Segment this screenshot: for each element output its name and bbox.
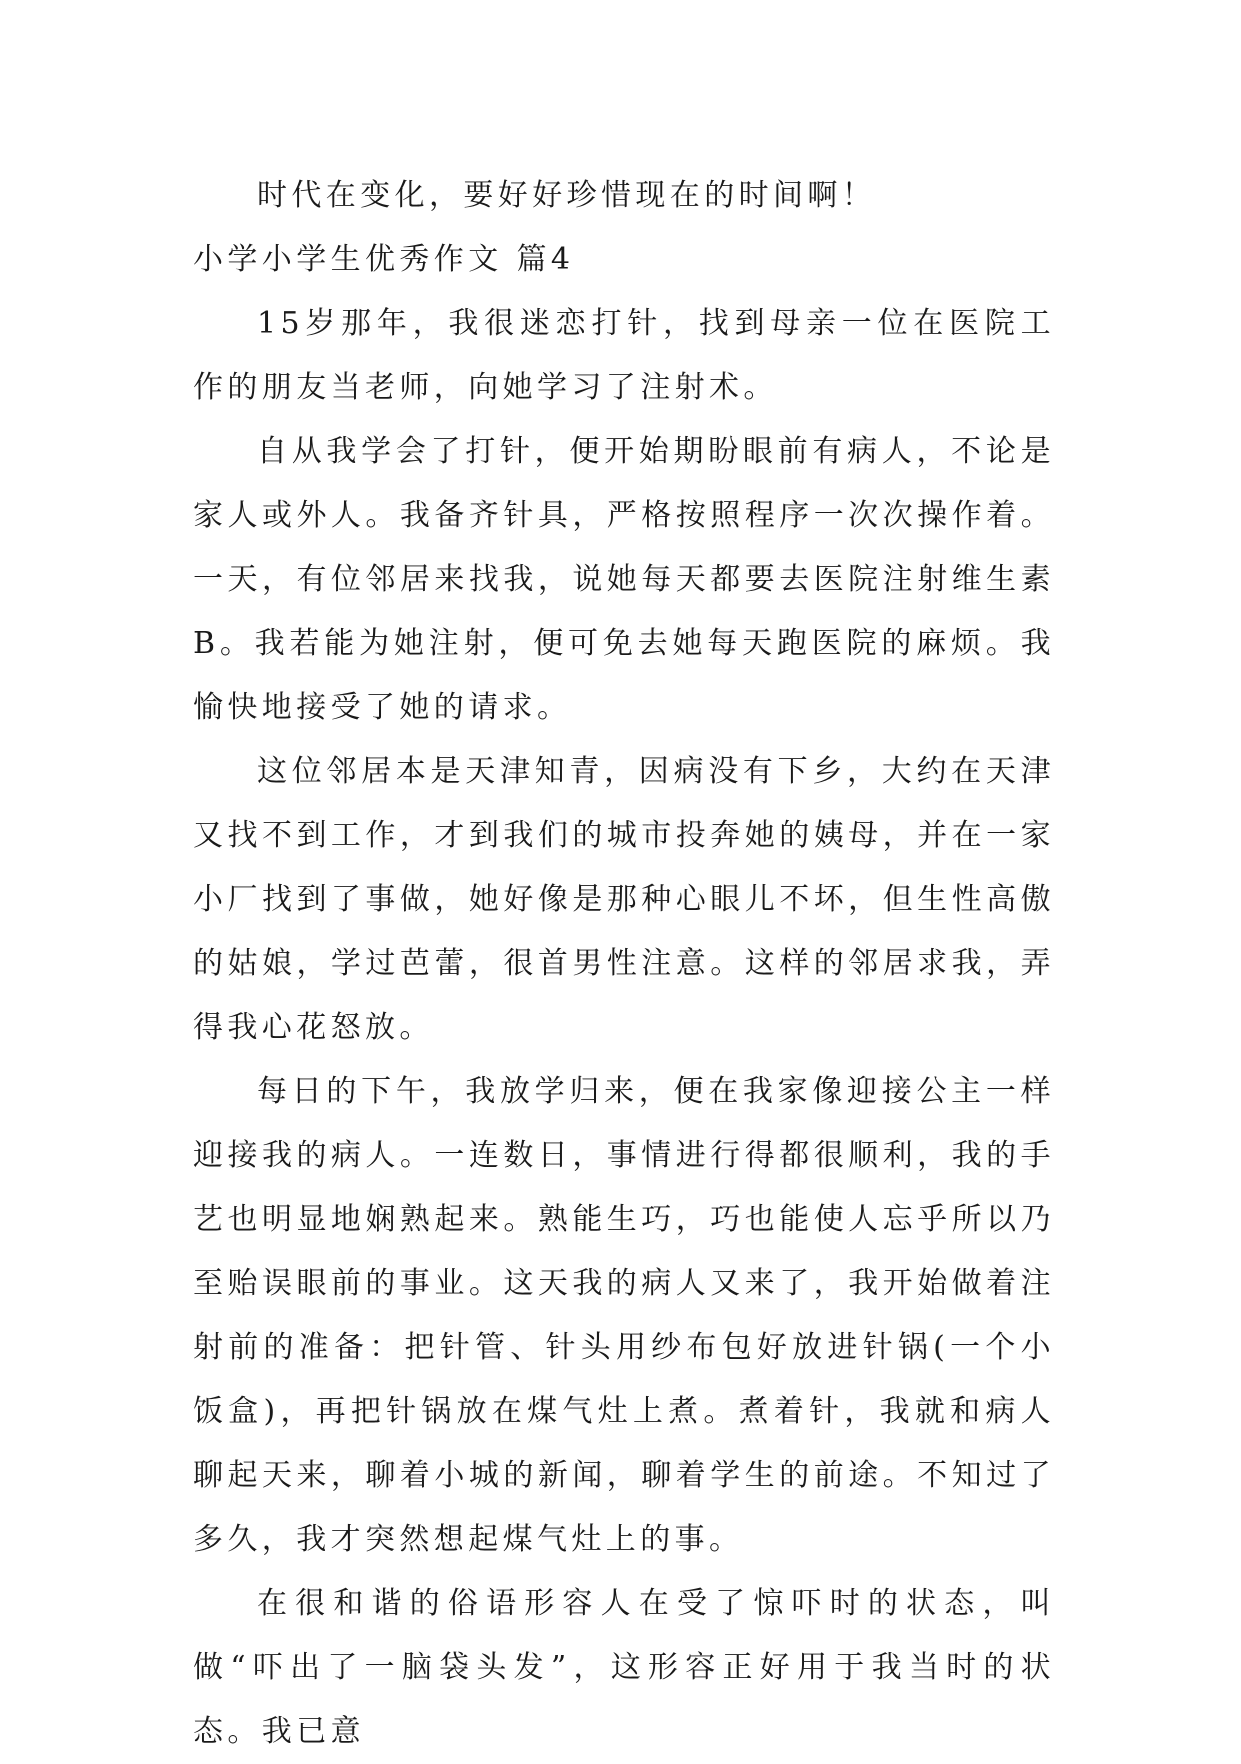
paragraph-intro: 时代在变化，要好好珍惜现在的时间啊！ bbox=[257, 178, 877, 213]
paragraph: 在很和谐的俗语形容人在受了惊吓时的状态，叫做“吓出了一脑袋头发”，这形容正好用于我当时的状态。我已意 bbox=[193, 1586, 1055, 1749]
section-heading: 小学小学生优秀作文 篇4 bbox=[193, 242, 575, 277]
paragraph: 自从我学会了打针，便开始期盼眼前有病人，不论是家人或外人。我备齐针具，严格按照程序一次次操作着。一天，有位邻居来找我，说她每天都要去医院注射维生素B。我若能为她注射，便可免去她每天跑医院的麻烦。我愉快地接受了她的请求。 bbox=[193, 434, 1055, 725]
paragraph: 这位邻居本是天津知青，因病没有下乡，大约在天津又找不到工作，才到我们的城市投奔她的姨母，并在一家小厂找到了事做，她好像是那种心眼儿不坏，但生性高傲的姑娘，学过芭蕾，很首男性注意。这样的邻居求我，弄得我心花怒放。 bbox=[193, 754, 1055, 1045]
document-body bbox=[193, 164, 1055, 1764]
paragraph: 15岁那年，我很迷恋打针，找到母亲一位在医院工作的朋友当老师，向她学习了注射术。 bbox=[193, 306, 1055, 405]
paragraph: 每日的下午，我放学归来，便在我家像迎接公主一样迎接我的病人。一连数日，事情进行得都很顺利，我的手艺也明显地娴熟起来。熟能生巧，巧也能使人忘乎所以乃至贻误眼前的事业。这天我的病人又来了，我开始做着注射前的准备：把针管、针头用纱布包好放进针锅(一个小饭盒)，再把针锅放在煤气灶上煮。煮着针，我就和病人聊起天来，聊着小城的新闻，聊着学生的前途。不知过了多久，我才突然想起煤气灶上的事。 bbox=[193, 1074, 1055, 1557]
